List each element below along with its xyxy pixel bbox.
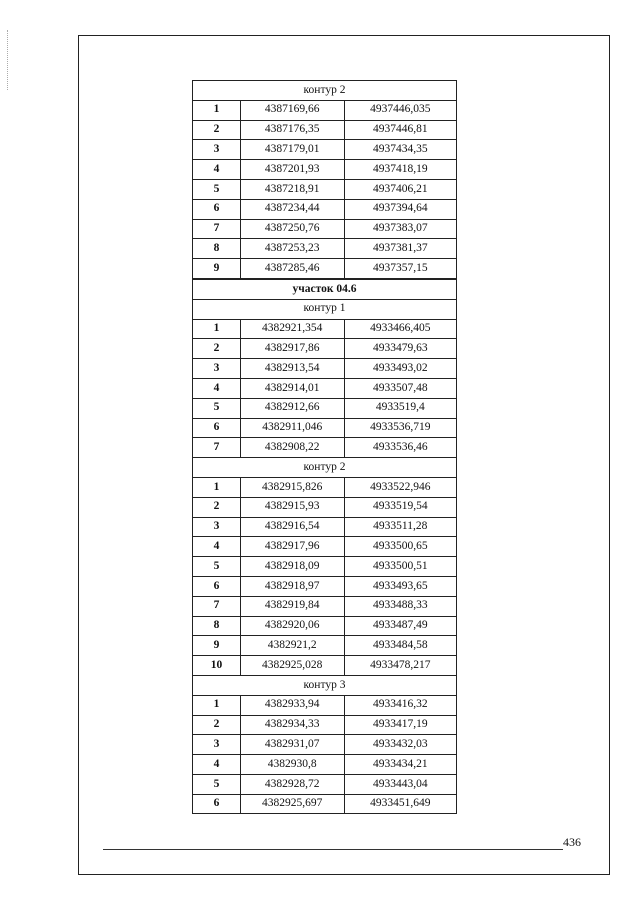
x-coordinate-cell: 4387218,91 — [240, 179, 344, 199]
y-coordinate-cell: 4933432,03 — [344, 735, 456, 755]
coordinates-table-body — [193, 81, 457, 814]
x-coordinate-cell: 4382921,2 — [240, 636, 344, 656]
table-row — [193, 755, 457, 775]
x-coordinate-cell: 4382921,354 — [240, 319, 344, 339]
table-row — [193, 359, 457, 379]
table-row — [193, 319, 457, 339]
contour-heading: контур 3 — [193, 675, 457, 695]
page-number: 436 — [563, 835, 581, 849]
table-row — [193, 636, 457, 656]
y-coordinate-cell: 4933500,51 — [344, 557, 456, 577]
table-row — [193, 398, 457, 418]
point-number-cell: 5 — [193, 557, 241, 577]
point-number-cell: 8 — [193, 239, 241, 259]
point-number-cell: 7 — [193, 438, 241, 458]
y-coordinate-cell: 4933466,405 — [344, 319, 456, 339]
table-row — [193, 477, 457, 497]
contour-heading-row — [193, 299, 457, 319]
point-number-cell: 2 — [193, 339, 241, 359]
table-row — [193, 438, 457, 458]
y-coordinate-cell: 4933484,58 — [344, 636, 456, 656]
table-row — [193, 656, 457, 676]
point-number-cell: 7 — [193, 596, 241, 616]
contour-heading: контур 1 — [193, 299, 457, 319]
x-coordinate-cell: 4382913,54 — [240, 359, 344, 379]
y-coordinate-cell: 4937406,21 — [344, 179, 456, 199]
contour-heading: контур 2 — [193, 81, 457, 101]
point-number-cell: 6 — [193, 418, 241, 438]
x-coordinate-cell: 4382918,09 — [240, 557, 344, 577]
point-number-cell: 5 — [193, 398, 241, 418]
point-number-cell: 6 — [193, 794, 241, 814]
point-number-cell: 6 — [193, 199, 241, 219]
point-number-cell: 9 — [193, 259, 241, 279]
x-coordinate-cell: 4382908,22 — [240, 438, 344, 458]
point-number-cell: 5 — [193, 774, 241, 794]
x-coordinate-cell: 4382917,86 — [240, 339, 344, 359]
y-coordinate-cell: 4933451,649 — [344, 794, 456, 814]
point-number-cell: 3 — [193, 140, 241, 160]
table-row — [193, 199, 457, 219]
y-coordinate-cell: 4933487,49 — [344, 616, 456, 636]
y-coordinate-cell: 4933443,04 — [344, 774, 456, 794]
table-row — [193, 715, 457, 735]
x-coordinate-cell: 4382919,84 — [240, 596, 344, 616]
y-coordinate-cell: 4933479,63 — [344, 339, 456, 359]
x-coordinate-cell: 4382925,028 — [240, 656, 344, 676]
y-coordinate-cell: 4933519,54 — [344, 497, 456, 517]
point-number-cell: 9 — [193, 636, 241, 656]
y-coordinate-cell: 4933434,21 — [344, 755, 456, 775]
y-coordinate-cell: 4937418,19 — [344, 160, 456, 180]
y-coordinate-cell: 4933417,19 — [344, 715, 456, 735]
table-row — [193, 596, 457, 616]
x-coordinate-cell: 4382925,697 — [240, 794, 344, 814]
x-coordinate-cell: 4382928,72 — [240, 774, 344, 794]
y-coordinate-cell: 4933536,719 — [344, 418, 456, 438]
point-number-cell: 4 — [193, 537, 241, 557]
y-coordinate-cell: 4937381,37 — [344, 239, 456, 259]
x-coordinate-cell: 4382915,826 — [240, 477, 344, 497]
point-number-cell: 6 — [193, 576, 241, 596]
x-coordinate-cell: 4382916,54 — [240, 517, 344, 537]
x-coordinate-cell: 4382930,8 — [240, 755, 344, 775]
point-number-cell: 4 — [193, 160, 241, 180]
table-row — [193, 774, 457, 794]
x-coordinate-cell: 4382918,97 — [240, 576, 344, 596]
table-row — [193, 576, 457, 596]
x-coordinate-cell: 4382931,07 — [240, 735, 344, 755]
y-coordinate-cell: 4937446,035 — [344, 100, 456, 120]
x-coordinate-cell: 4387176,35 — [240, 120, 344, 140]
table-row — [193, 695, 457, 715]
x-coordinate-cell: 4382920,06 — [240, 616, 344, 636]
footer-rule — [103, 849, 563, 850]
table-row — [193, 160, 457, 180]
point-number-cell: 3 — [193, 359, 241, 379]
contour-heading-row — [193, 675, 457, 695]
point-number-cell: 4 — [193, 755, 241, 775]
x-coordinate-cell: 4387179,01 — [240, 140, 344, 160]
y-coordinate-cell: 4933488,33 — [344, 596, 456, 616]
y-coordinate-cell: 4933493,65 — [344, 576, 456, 596]
point-number-cell: 3 — [193, 517, 241, 537]
table-row — [193, 616, 457, 636]
table-row — [193, 140, 457, 160]
x-coordinate-cell: 4382917,96 — [240, 537, 344, 557]
table-row — [193, 259, 457, 279]
point-number-cell: 1 — [193, 695, 241, 715]
table-row — [193, 378, 457, 398]
x-coordinate-cell: 4382912,66 — [240, 398, 344, 418]
point-number-cell: 1 — [193, 100, 241, 120]
contour-heading: контур 2 — [193, 458, 457, 478]
x-coordinate-cell: 4382933,94 — [240, 695, 344, 715]
table-row — [193, 418, 457, 438]
y-coordinate-cell: 4937394,64 — [344, 199, 456, 219]
x-coordinate-cell: 4387285,46 — [240, 259, 344, 279]
x-coordinate-cell: 4387201,93 — [240, 160, 344, 180]
x-coordinate-cell: 4382911,046 — [240, 418, 344, 438]
y-coordinate-cell: 4933478,217 — [344, 656, 456, 676]
table-row — [193, 339, 457, 359]
table-row — [193, 100, 457, 120]
point-number-cell: 2 — [193, 120, 241, 140]
point-number-cell: 4 — [193, 378, 241, 398]
x-coordinate-cell: 4387169,66 — [240, 100, 344, 120]
y-coordinate-cell: 4933493,02 — [344, 359, 456, 379]
table-row — [193, 557, 457, 577]
table-row — [193, 179, 457, 199]
y-coordinate-cell: 4933507,48 — [344, 378, 456, 398]
y-coordinate-cell: 4933416,32 — [344, 695, 456, 715]
point-number-cell: 2 — [193, 497, 241, 517]
table-row — [193, 120, 457, 140]
y-coordinate-cell: 4933519,4 — [344, 398, 456, 418]
point-number-cell: 2 — [193, 715, 241, 735]
x-coordinate-cell: 4387253,23 — [240, 239, 344, 259]
table-row — [193, 794, 457, 814]
y-coordinate-cell: 4937357,15 — [344, 259, 456, 279]
table-row — [193, 517, 457, 537]
y-coordinate-cell: 4937434,35 — [344, 140, 456, 160]
point-number-cell: 8 — [193, 616, 241, 636]
table-row — [193, 497, 457, 517]
contour-heading-row — [193, 458, 457, 478]
y-coordinate-cell: 4933511,28 — [344, 517, 456, 537]
point-number-cell: 3 — [193, 735, 241, 755]
table-row — [193, 537, 457, 557]
table-row — [193, 735, 457, 755]
y-coordinate-cell: 4933536,46 — [344, 438, 456, 458]
scan-margin-mark — [7, 30, 9, 90]
point-number-cell: 10 — [193, 656, 241, 676]
y-coordinate-cell: 4933500,65 — [344, 537, 456, 557]
x-coordinate-cell: 4382934,33 — [240, 715, 344, 735]
y-coordinate-cell: 4933522,946 — [344, 477, 456, 497]
table-row — [193, 239, 457, 259]
y-coordinate-cell: 4937383,07 — [344, 219, 456, 239]
x-coordinate-cell: 4387234,44 — [240, 199, 344, 219]
contour-heading-row — [193, 81, 457, 101]
x-coordinate-cell: 4382914,01 — [240, 378, 344, 398]
section-heading-row — [193, 279, 457, 299]
point-number-cell: 7 — [193, 219, 241, 239]
point-number-cell: 5 — [193, 179, 241, 199]
x-coordinate-cell: 4387250,76 — [240, 219, 344, 239]
point-number-cell: 1 — [193, 477, 241, 497]
table-row — [193, 219, 457, 239]
section-heading: участок 04.6 — [193, 279, 457, 299]
point-number-cell: 1 — [193, 319, 241, 339]
coordinates-table — [192, 80, 457, 814]
y-coordinate-cell: 4937446,81 — [344, 120, 456, 140]
x-coordinate-cell: 4382915,93 — [240, 497, 344, 517]
